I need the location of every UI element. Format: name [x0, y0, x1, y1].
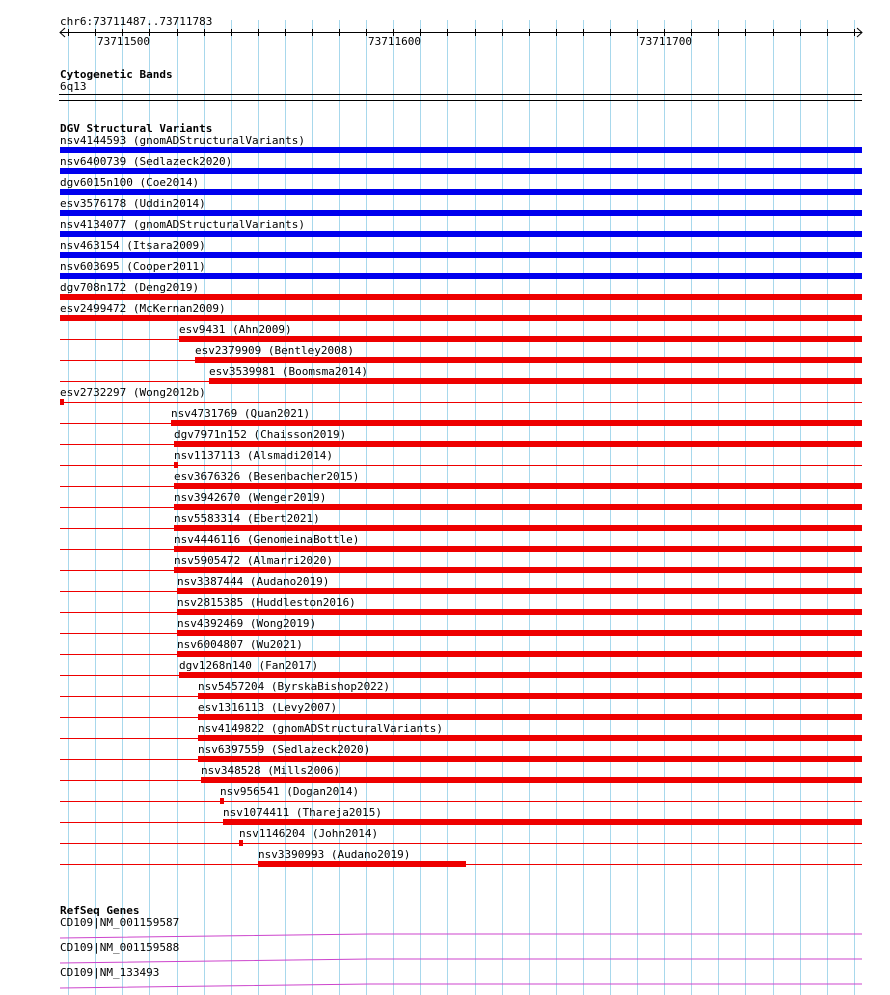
- variant-label[interactable]: esv9431 (Ahn2009): [179, 323, 292, 336]
- gene-label[interactable]: CD109|NM_001159588: [60, 941, 180, 954]
- variant-bar[interactable]: [209, 378, 862, 384]
- structural-variant[interactable]: [60, 428, 862, 447]
- structural-variant[interactable]: [60, 218, 862, 237]
- variant-bar[interactable]: [198, 735, 862, 741]
- gene-intron-line: [60, 934, 862, 938]
- structural-variant[interactable]: [60, 764, 862, 783]
- variant-bar[interactable]: [174, 567, 862, 573]
- variant-bar[interactable]: [179, 672, 862, 678]
- variant-bar[interactable]: [198, 714, 862, 720]
- structural-variant[interactable]: [60, 806, 862, 825]
- variant-label[interactable]: nsv5905472 (Almarri2020): [174, 554, 333, 567]
- structural-variant[interactable]: [60, 449, 862, 468]
- structural-variant[interactable]: [60, 344, 862, 363]
- variant-bar[interactable]: [60, 147, 862, 153]
- variant-label[interactable]: nsv6004807 (Wu2021): [177, 638, 303, 651]
- structural-variant[interactable]: [60, 302, 862, 321]
- variant-label[interactable]: nsv4144593 (gnomADStructuralVariants): [60, 134, 306, 147]
- variant-label[interactable]: esv3576178 (Uddin2014): [60, 197, 206, 210]
- variant-label[interactable]: nsv4149822 (gnomADStructuralVariants): [198, 722, 444, 735]
- structural-variant[interactable]: [60, 533, 862, 552]
- gene-label[interactable]: CD109|NM_133493: [60, 966, 160, 979]
- structural-variant[interactable]: [60, 470, 862, 489]
- refseq-genes-track: [60, 904, 862, 988]
- variant-label[interactable]: esv2379909 (Bentley2008): [195, 344, 354, 357]
- variant-label[interactable]: nsv956541 (Dogan2014): [220, 785, 360, 798]
- structural-variant[interactable]: [60, 281, 862, 300]
- variant-bar[interactable]: [195, 357, 862, 363]
- variant-label[interactable]: nsv4446116 (GenomeinaBottle): [174, 533, 360, 546]
- variant-bar[interactable]: [198, 693, 862, 699]
- gene-intron-line: [60, 984, 862, 988]
- dgv-track-title: DGV Structural Variants: [60, 122, 213, 135]
- variant-bar[interactable]: [239, 840, 243, 846]
- ruler-tick-label: 73711600: [368, 35, 421, 48]
- structural-variant[interactable]: [60, 134, 862, 153]
- structural-variant[interactable]: [60, 827, 862, 846]
- variant-label[interactable]: nsv1074411 (Thareja2015): [223, 806, 382, 819]
- position-label: chr6:73711487..73711783: [60, 15, 213, 28]
- gene-intron-line: [60, 959, 862, 963]
- variant-bar[interactable]: [177, 630, 862, 636]
- variant-bar[interactable]: [258, 861, 466, 867]
- structural-variant[interactable]: [60, 575, 862, 594]
- structural-variant[interactable]: [60, 260, 862, 279]
- variant-bar[interactable]: [201, 777, 862, 783]
- structural-variant[interactable]: [60, 701, 862, 720]
- gene-model[interactable]: [60, 916, 862, 938]
- variant-label[interactable]: esv3676326 (Besenbacher2015): [174, 470, 360, 483]
- structural-variant[interactable]: [60, 197, 862, 216]
- cytoband-label[interactable]: 6q13: [60, 80, 87, 93]
- variant-label[interactable]: nsv2815385 (Huddleston2016): [177, 596, 356, 609]
- structural-variant[interactable]: [60, 176, 862, 195]
- structural-variant[interactable]: [60, 386, 862, 405]
- variant-label[interactable]: nsv5583314 (Ebert2021): [174, 512, 320, 525]
- variant-bar[interactable]: [174, 546, 862, 552]
- structural-variant[interactable]: [60, 155, 862, 174]
- structural-variant[interactable]: [60, 848, 862, 867]
- variant-label[interactable]: nsv6400739 (Sedlazeck2020): [60, 155, 233, 168]
- variant-bar[interactable]: [60, 210, 862, 216]
- variant-label[interactable]: dgv7971n152 (Chaisson2019): [174, 428, 347, 441]
- structural-variant[interactable]: [60, 743, 862, 762]
- variant-label[interactable]: nsv4134077 (gnomADStructuralVariants): [60, 218, 306, 231]
- variant-bar[interactable]: [177, 609, 862, 615]
- cytogenetic-bands-title: Cytogenetic Bands: [60, 68, 173, 81]
- gene-model[interactable]: [60, 941, 862, 963]
- structural-variant[interactable]: [60, 617, 862, 636]
- variant-bar[interactable]: [177, 651, 862, 657]
- structural-variant[interactable]: [60, 365, 862, 384]
- variant-bar[interactable]: [220, 798, 224, 804]
- variant-bar[interactable]: [60, 399, 64, 405]
- variant-label[interactable]: esv3539981 (Boomsma2014): [209, 365, 368, 378]
- dgv-track: [60, 122, 862, 867]
- variant-label[interactable]: esv1316113 (Levy2007): [198, 701, 338, 714]
- variant-bar[interactable]: [174, 504, 862, 510]
- variant-label[interactable]: nsv4731769 (Quan2021): [171, 407, 311, 420]
- variant-bar[interactable]: [60, 252, 862, 258]
- structural-variant[interactable]: [60, 596, 862, 615]
- variant-label[interactable]: nsv3390993 (Audano2019): [258, 848, 411, 861]
- variant-bar[interactable]: [223, 819, 862, 825]
- variant-label[interactable]: nsv1146204 (John2014): [239, 827, 379, 840]
- variant-label[interactable]: nsv463154 (Itsara2009): [60, 239, 206, 252]
- variant-bar[interactable]: [60, 315, 862, 321]
- variant-bar[interactable]: [174, 483, 862, 489]
- variant-bar[interactable]: [60, 231, 862, 237]
- variant-bar[interactable]: [174, 441, 862, 447]
- ruler: [60, 28, 862, 48]
- variant-label[interactable]: nsv3387444 (Audano2019): [177, 575, 330, 588]
- variant-bar[interactable]: [60, 189, 862, 195]
- variant-bar[interactable]: [60, 168, 862, 174]
- refseq-genes-title: RefSeq Genes: [60, 904, 140, 917]
- variant-bar[interactable]: [177, 588, 862, 594]
- variant-label[interactable]: dgv1268n140 (Fan2017): [179, 659, 319, 672]
- variant-label[interactable]: esv2499472 (McKernan2009): [60, 302, 226, 315]
- structural-variant[interactable]: [60, 239, 862, 258]
- structural-variant[interactable]: [60, 323, 862, 342]
- structural-variant[interactable]: [60, 722, 862, 741]
- gene-label[interactable]: CD109|NM_001159587: [60, 916, 180, 929]
- structural-variant[interactable]: [60, 659, 862, 678]
- variant-label[interactable]: esv2732297 (Wong2012b): [60, 386, 206, 399]
- ruler-tick-label: 73711700: [639, 35, 692, 48]
- cytogenetic-bands-track: [59, 68, 862, 101]
- ruler-tick-label: 73711500: [97, 35, 150, 48]
- variant-label[interactable]: dgv6015n100 (Coe2014): [60, 176, 200, 189]
- structural-variant[interactable]: [60, 491, 862, 510]
- variant-label[interactable]: nsv5457204 (ByrskaBishop2022): [198, 680, 391, 693]
- variant-label[interactable]: nsv603695 (Cooper2011): [60, 260, 206, 273]
- structural-variant[interactable]: [60, 554, 862, 573]
- variant-label[interactable]: nsv348528 (Mills2006): [201, 764, 341, 777]
- structural-variant[interactable]: [60, 512, 862, 531]
- variant-bar[interactable]: [174, 462, 178, 468]
- variant-bar[interactable]: [60, 294, 862, 300]
- variant-bar[interactable]: [179, 336, 862, 342]
- variant-label[interactable]: nsv6397559 (Sedlazeck2020): [198, 743, 371, 756]
- structural-variant[interactable]: [60, 680, 862, 699]
- structural-variant[interactable]: [60, 407, 862, 426]
- gene-model[interactable]: [60, 966, 862, 988]
- variant-bar[interactable]: [174, 525, 862, 531]
- structural-variant[interactable]: [60, 785, 862, 804]
- variant-label[interactable]: nsv3942670 (Wenger2019): [174, 491, 327, 504]
- structural-variant[interactable]: [60, 638, 862, 657]
- variant-label[interactable]: nsv1137113 (Alsmadi2014): [174, 449, 333, 462]
- variant-bar[interactable]: [198, 756, 862, 762]
- variant-label[interactable]: dgv708n172 (Deng2019): [60, 281, 200, 294]
- variant-label[interactable]: nsv4392469 (Wong2019): [177, 617, 317, 630]
- variant-bar[interactable]: [60, 273, 862, 279]
- variant-bar[interactable]: [171, 420, 862, 426]
